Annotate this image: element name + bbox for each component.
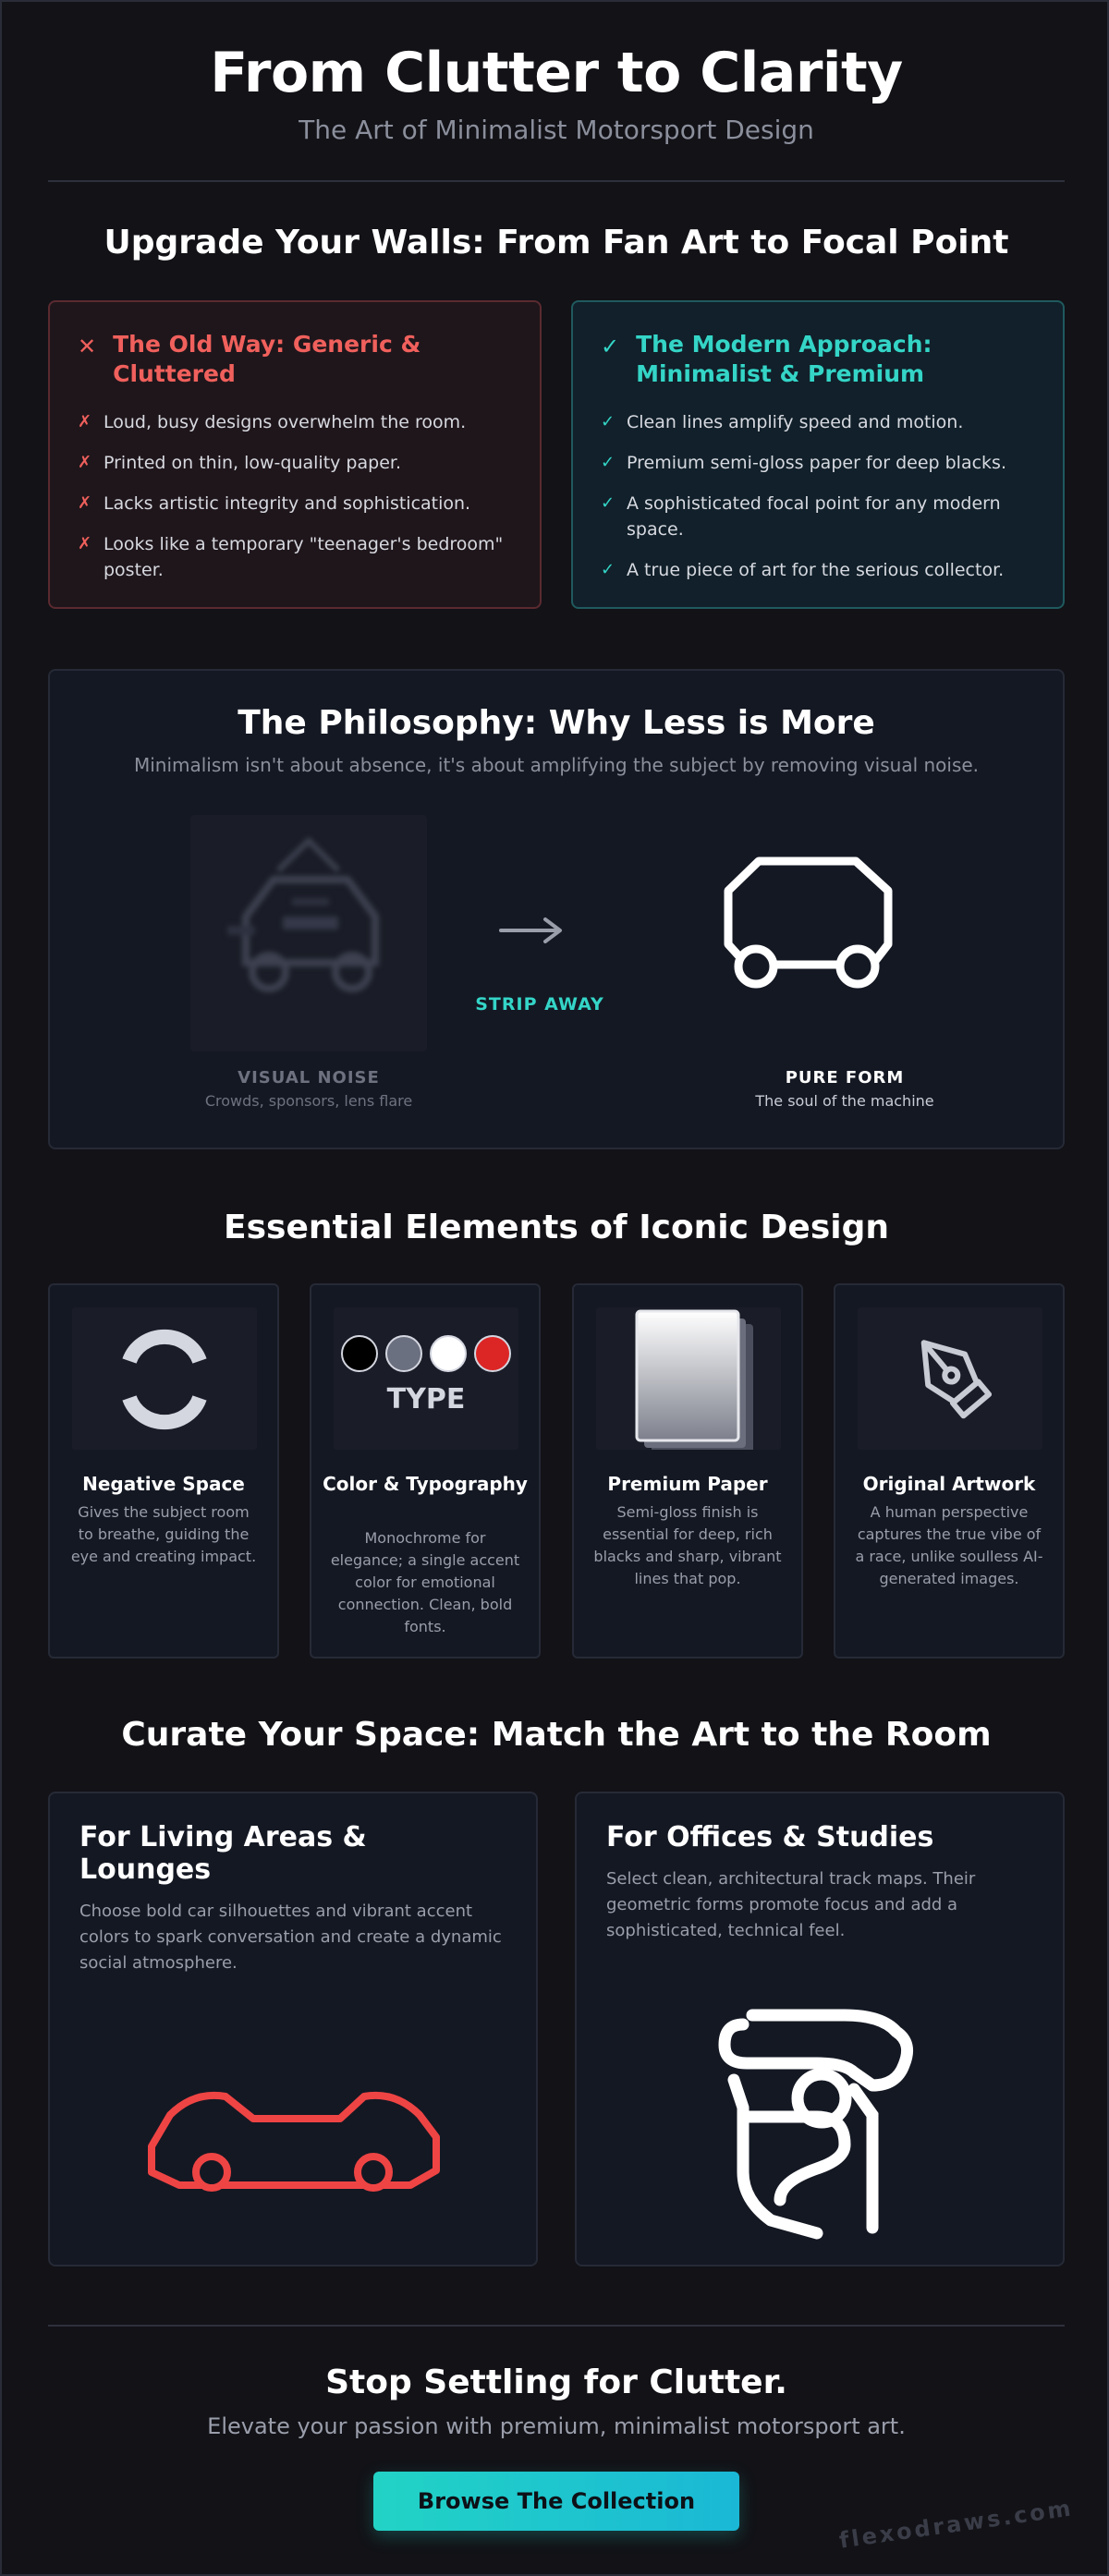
cross-bullet-icon: ✗ xyxy=(78,493,92,513)
arrow-right-icon xyxy=(499,917,564,944)
rooms-heading: Curate Your Space: Match the Art to the Room xyxy=(121,1716,992,1754)
element-title: Color & Typography xyxy=(323,1473,528,1495)
element-card-original-artwork xyxy=(834,1283,1065,1659)
negative-space-visual xyxy=(72,1307,257,1450)
visual-noise-image xyxy=(190,815,427,1051)
element-title: Negative Space xyxy=(82,1473,245,1495)
cross-bullet-icon: ✗ xyxy=(78,453,92,472)
list-item: ✗ Printed on thin, low-quality paper. xyxy=(78,450,512,476)
visual-noise-label: VISUAL NOISE xyxy=(238,1068,380,1088)
check-bullet-icon: ✓ xyxy=(601,412,615,431)
color-swatch xyxy=(386,1336,421,1371)
walls-heading: Upgrade Your Walls: From Fan Art to Focal Point xyxy=(104,224,1009,261)
element-description: Gives the subject room to breathe, guiding the eye and creating impact. xyxy=(70,1503,257,1565)
color-swatch xyxy=(342,1336,377,1371)
color-swatch xyxy=(475,1336,510,1371)
divider xyxy=(48,2325,1065,2327)
check-bullet-icon: ✓ xyxy=(601,453,615,472)
color-typography-visual xyxy=(334,1307,518,1450)
element-description: A human perspective captures the true vibe of a race, unlike soulless AI-generated images. xyxy=(855,1503,1043,1587)
philosophy-section xyxy=(48,669,1065,1149)
element-card-color-typography xyxy=(310,1283,541,1659)
page-subtitle: The Art of Minimalist Motorsport Design xyxy=(299,115,814,145)
pure-form-label: PURE FORM xyxy=(785,1068,905,1088)
track-map-icon xyxy=(715,2006,928,2246)
old-way-card xyxy=(48,300,542,609)
list-item: ✓ A true piece of art for the serious collector. xyxy=(601,557,1035,583)
premium-paper-visual xyxy=(596,1307,781,1450)
cta-title: Stop Settling for Clutter. xyxy=(325,2363,787,2401)
visual-noise-caption: Crowds, sponsors, lens flare xyxy=(204,1092,413,1110)
check-bullet-icon: ✓ xyxy=(601,560,615,579)
cross-bullet-icon: ✗ xyxy=(78,412,92,431)
element-card-negative-space xyxy=(48,1283,279,1659)
offices-studies-title: For Offices & Studies xyxy=(606,1821,934,1853)
check-bullet-icon: ✓ xyxy=(601,493,615,513)
element-title: Premium Paper xyxy=(607,1473,768,1495)
element-description: Semi-gloss finish is essential for deep, rich blacks and sharp, vibrant lines that pop. xyxy=(593,1503,782,1587)
philosophy-description: Minimalism isn't about absence, it's about amplifying the subject by removing visual noise. xyxy=(133,754,980,776)
type-sample: TYPE xyxy=(386,1383,466,1416)
list-item: ✓ A sophisticated focal point for any modern space. xyxy=(601,491,1035,542)
color-swatch xyxy=(431,1336,466,1371)
page-title: From Clutter to Clarity xyxy=(210,41,903,105)
negative-space-icon xyxy=(72,1307,257,1450)
element-description: Monochrome for elegance; a single accent color for emotional connection. Clean, bold fonts. xyxy=(330,1529,520,1635)
list-item: ✓ Clean lines amplify speed and motion. xyxy=(601,409,1035,435)
strip-away-label: STRIP AWAY xyxy=(475,994,604,1015)
paper-stack-icon xyxy=(596,1307,781,1450)
list-item: ✗ Looks like a temporary "teenager's bedroom" poster. xyxy=(78,531,512,583)
original-artwork-visual xyxy=(858,1307,1042,1450)
list-item: ✗ Lacks artistic integrity and sophistication. xyxy=(78,491,512,516)
offices-studies-card xyxy=(575,1792,1065,2266)
element-title: Original Artwork xyxy=(862,1473,1036,1495)
living-areas-title: For Living Areas & Lounges xyxy=(79,1821,367,1886)
divider xyxy=(48,180,1065,182)
old-way-title: The Old Way: Generic & Cluttered xyxy=(113,331,421,387)
color-swatches xyxy=(334,1307,518,1450)
red-car-silhouette-icon xyxy=(142,2071,447,2209)
list-item: ✓ Premium semi-gloss paper for deep blacks. xyxy=(601,450,1035,476)
offices-studies-description: Select clean, architectural track maps. Their geometric forms promote focus and add a sophisticated, technical feel. xyxy=(606,1869,976,1940)
check-icon: ✓ xyxy=(601,334,620,359)
pure-car-outline-icon xyxy=(717,852,902,990)
philosophy-title: The Philosophy: Why Less is More xyxy=(238,704,875,742)
living-areas-card xyxy=(48,1792,538,2266)
pure-form-caption: The soul of the machine xyxy=(755,1092,934,1110)
modern-approach-card xyxy=(571,300,1065,609)
cross-icon: ✕ xyxy=(78,334,97,359)
watermark: flexodraws.com xyxy=(836,2495,1075,2554)
cta-subtitle: Elevate your passion with premium, minimalist motorsport art. xyxy=(207,2413,906,2439)
cross-bullet-icon: ✗ xyxy=(78,534,92,553)
pen-nib-icon xyxy=(858,1307,1042,1450)
browse-collection-button[interactable]: Browse The Collection xyxy=(373,2472,739,2531)
modern-approach-title: The Modern Approach: Minimalist & Premium xyxy=(636,331,932,387)
living-areas-description: Choose bold car silhouettes and vibrant accent colors to spark conversation and create a dynamic social atmosphere. xyxy=(79,1902,502,1973)
list-item: ✗ Loud, busy designs overwhelm the room. xyxy=(78,409,512,435)
blurred-car-icon xyxy=(190,815,427,1051)
element-card-premium-paper xyxy=(572,1283,803,1659)
elements-heading: Essential Elements of Iconic Design xyxy=(224,1209,889,1246)
